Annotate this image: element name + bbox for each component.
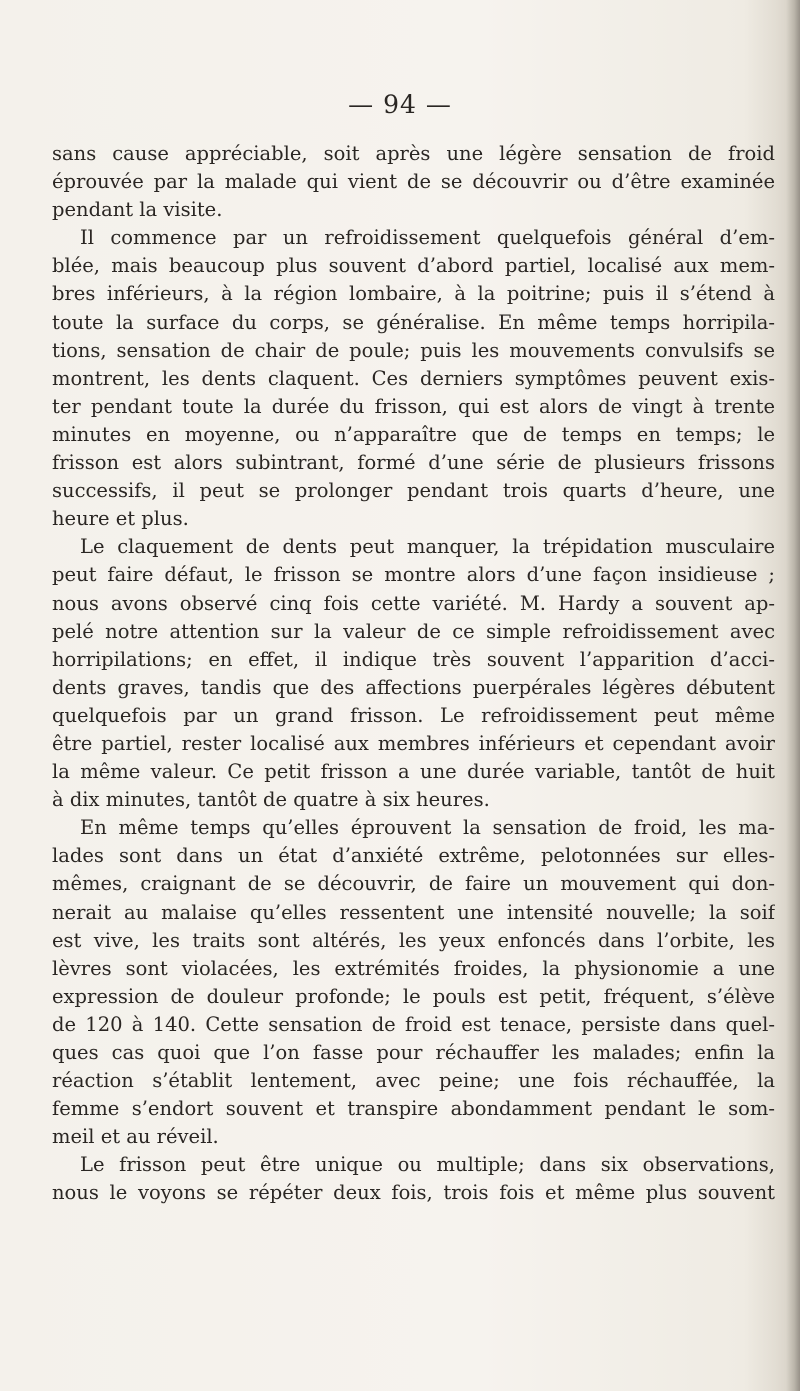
text-line: femme s’endort souvent et transpire abondamment pendant le som- [52, 1097, 775, 1121]
text-line: peut faire défaut, le frisson se montre alors d’une façon insidieuse ; [52, 563, 775, 587]
text-line: horripilations; en effet, il indique très souvent l’apparition d’acci- [52, 647, 775, 671]
text-line: expression de douleur profonde; le pouls est petit, fréquent, s’élève [52, 984, 775, 1008]
text-line: pendant la visite. [52, 198, 223, 222]
text-line: frisson est alors subintrant, formé d’une série de plusieurs frissons [52, 451, 775, 475]
text-line: blée, mais beaucoup plus souvent d’abord partiel, localisé aux mem- [52, 254, 775, 278]
text-line: mêmes, craignant de se découvrir, de faire un mouvement qui don- [52, 872, 775, 896]
text-line: est vive, les traits sont altérés, les yeux enfoncés dans l’orbite, les [52, 928, 775, 952]
text-line: montrent, les dents claquent. Ces derniers symptômes peuvent exis- [52, 366, 775, 390]
text-line: pelé notre attention sur la valeur de ce simple refroidissement avec [52, 619, 775, 643]
page-edge-shadow [786, 0, 800, 1391]
text-line: la même valeur. Ce petit frisson a une durée variable, tantôt de huit [52, 760, 775, 784]
text-line: meil et au réveil. [52, 1125, 219, 1149]
text-line: lèvres sont violacées, les extrémités froides, la physionomie a une [52, 956, 775, 980]
text-line: minutes en moyenne, ou n’apparaître que de temps en temps; le [52, 422, 775, 446]
text-line: Le claquement de dents peut manquer, la trépidation musculaire [80, 535, 775, 559]
text-line: sans cause appréciable, soit après une légère sensation de froid [52, 142, 775, 165]
text-line: Il commence par un refroidissement quelquefois général d’em- [80, 226, 775, 250]
body-text [52, 140, 775, 1208]
text-line: être partiel, rester localisé aux membres inférieurs et cependant avoir [52, 731, 775, 755]
text-line: nerait au malaise qu’elles ressentent une intensité nouvelle; la soif [52, 900, 775, 924]
text-line: Le frisson peut être unique ou multiple; dans six observations, [80, 1153, 775, 1177]
text-line: heure et plus. [52, 507, 189, 531]
text-line: éprouvée par la malade qui vient de se découvrir ou d’être examinée [52, 170, 775, 194]
text-line: bres inférieurs, à la région lombaire, à la poitrine; puis il s’étend à [52, 282, 775, 306]
text-line: à dix minutes, tantôt de quatre à six heures. [52, 788, 490, 812]
text-line: nous le voyons se répéter deux fois, trois fois et même plus souvent [52, 1181, 775, 1205]
text-line: de 120 à 140. Cette sensation de froid est tenace, persiste dans quel- [52, 1012, 775, 1036]
text-line: toute la surface du corps, se généralise. En même temps horripila- [52, 310, 775, 334]
text-line: En même temps qu’elles éprouvent la sensation de froid, les ma- [80, 816, 775, 840]
text-line: successifs, il peut se prolonger pendant trois quarts d’heure, une [52, 479, 775, 503]
text-line: tions, sensation de chair de poule; puis les mouvements convulsifs se [52, 338, 775, 362]
text-line: ques cas quoi que l’on fasse pour réchauffer les malades; enfin la [52, 1041, 775, 1064]
text-line: dents graves, tandis que des affections puerpérales légères débutent [52, 675, 775, 699]
text-line: réaction s’établit lentement, avec peine; une fois réchauffée, la [52, 1069, 775, 1093]
text-line: quelquefois par un grand frisson. Le refroidissement peut même [52, 703, 775, 727]
page-number: — 94 — [348, 90, 452, 119]
text-line: lades sont dans un état d’anxiété extrême, pelotonnées sur elles- [52, 844, 775, 868]
text-line: ter pendant toute la durée du frisson, qui est alors de vingt à trente [52, 394, 775, 418]
text-line: nous avons observé cinq fois cette variété. M. Hardy a souvent ap- [52, 591, 775, 615]
